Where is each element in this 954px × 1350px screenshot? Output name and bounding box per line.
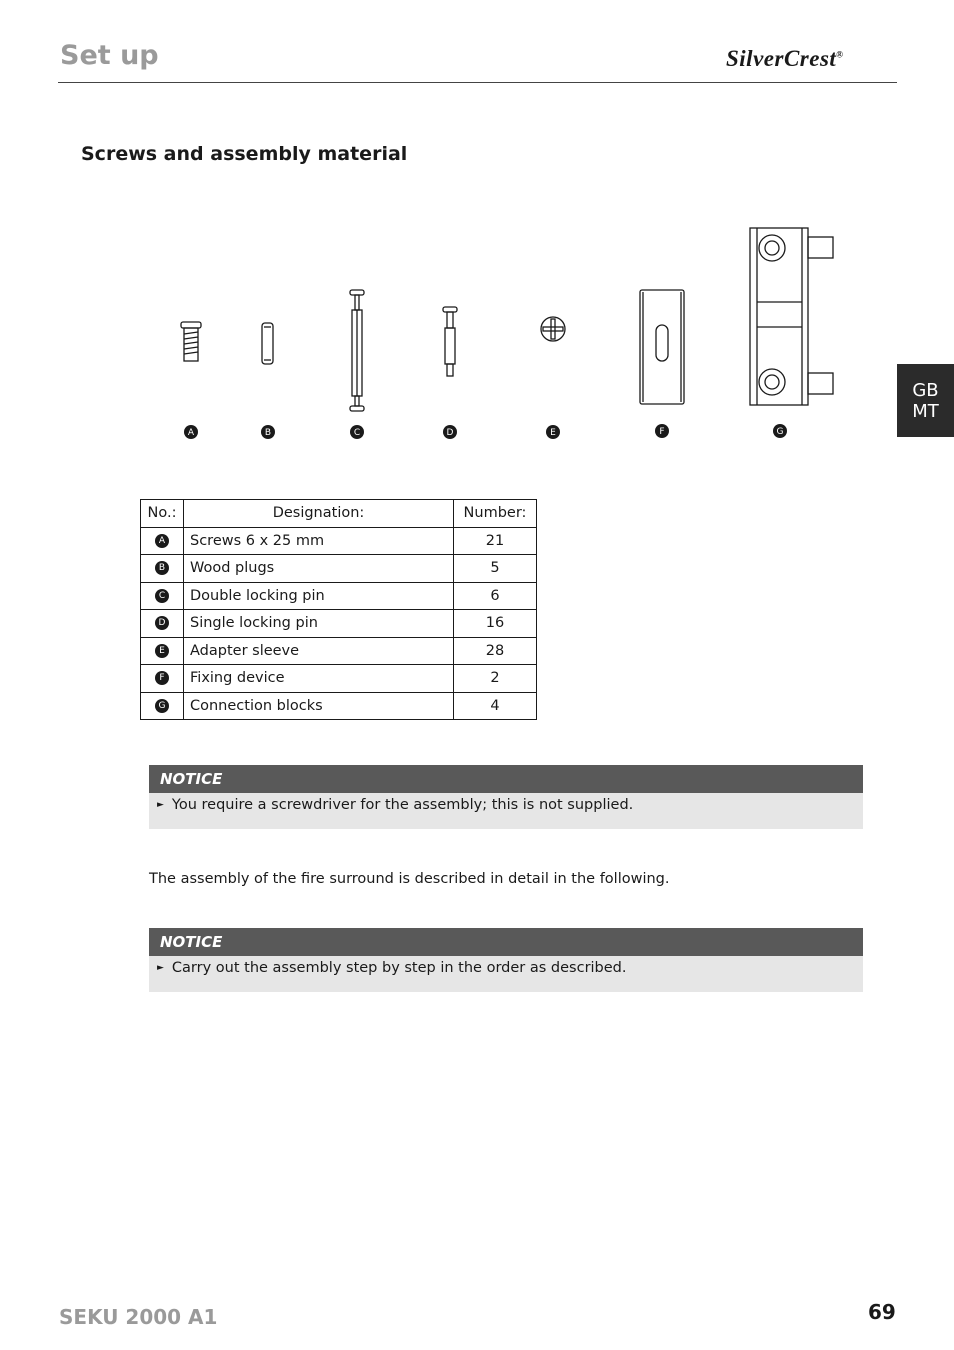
page-number: 69 — [868, 1300, 896, 1324]
row-designation: Screws 6 x 25 mm — [184, 527, 454, 555]
notice-text: You require a screwdriver for the assembly; this is not supplied. — [171, 797, 634, 813]
fixing-device-illustration — [640, 290, 684, 404]
connection-block-illustration — [750, 228, 833, 405]
part-label-d — [443, 425, 457, 439]
svg-text:F: F — [659, 427, 665, 437]
brand-logo — [726, 46, 844, 72]
notice-title: NOTICE — [149, 928, 863, 956]
single-locking-pin-illustration — [443, 307, 457, 376]
row-label-badge: D — [155, 616, 169, 630]
footer-model: SEKU 2000 A1 — [59, 1305, 218, 1329]
notice-box — [149, 765, 863, 829]
page-title: Set up — [60, 40, 159, 71]
header-designation: Designation: — [184, 500, 454, 528]
row-number: 28 — [454, 637, 537, 665]
svg-text:C: C — [353, 428, 361, 438]
part-label-f — [655, 424, 669, 438]
notice-text: Carry out the assembly step by step in the order as described. — [171, 960, 627, 976]
table-row — [141, 527, 537, 555]
row-label-badge: F — [155, 671, 169, 685]
row-designation: Connection blocks — [184, 692, 454, 720]
part-label-c — [350, 425, 364, 439]
parts-table — [140, 499, 537, 720]
bullet-arrow-icon: ► — [157, 800, 164, 810]
svg-text:E: E — [550, 428, 556, 438]
row-label-badge: A — [155, 534, 169, 548]
row-designation: Adapter sleeve — [184, 637, 454, 665]
row-label-badge: C — [155, 589, 169, 603]
row-designation: Wood plugs — [184, 555, 454, 583]
notice-box — [149, 928, 863, 992]
row-number: 16 — [454, 610, 537, 638]
part-label-a — [184, 425, 198, 439]
language-tab — [897, 364, 954, 437]
table-row — [141, 610, 537, 638]
row-label-badge: B — [155, 561, 169, 575]
brand-name: SilverCrest — [726, 46, 837, 71]
row-designation: Fixing device — [184, 665, 454, 693]
row-number: 6 — [454, 582, 537, 610]
wood-plug-illustration — [262, 323, 273, 364]
header-no: No.: — [141, 500, 184, 528]
header-divider — [58, 82, 897, 83]
table-row — [141, 665, 537, 693]
table-row — [141, 637, 537, 665]
row-number: 21 — [454, 527, 537, 555]
row-designation: Double locking pin — [184, 582, 454, 610]
svg-text:D: D — [446, 428, 454, 438]
notice-title: NOTICE — [149, 765, 863, 793]
row-number: 5 — [454, 555, 537, 583]
bullet-arrow-icon: ► — [157, 963, 164, 973]
language-code-2: MT — [912, 401, 939, 422]
language-code-1: GB — [912, 380, 939, 401]
adapter-sleeve-illustration — [541, 317, 565, 341]
row-number: 4 — [454, 692, 537, 720]
table-row — [141, 692, 537, 720]
row-label-badge: G — [155, 699, 169, 713]
part-label-g — [773, 424, 787, 438]
row-number: 2 — [454, 665, 537, 693]
screw-part-illustration — [181, 322, 201, 361]
part-label-e — [546, 425, 560, 439]
body-paragraph: The assembly of the fire surround is described in detail in the following. — [149, 871, 670, 887]
double-locking-pin-illustration — [350, 290, 364, 411]
part-label-b — [261, 425, 275, 439]
table-header-row — [141, 500, 537, 528]
section-heading: Screws and assembly material — [81, 143, 408, 165]
svg-text:B: B — [264, 428, 272, 438]
assembly-parts-illustration — [160, 220, 860, 450]
table-row — [141, 582, 537, 610]
row-designation: Single locking pin — [184, 610, 454, 638]
row-label-badge: E — [155, 644, 169, 658]
table-row — [141, 555, 537, 583]
header-number: Number: — [454, 500, 537, 528]
registered-mark: ® — [836, 49, 844, 60]
svg-text:G: G — [776, 427, 784, 437]
svg-text:A: A — [187, 428, 195, 438]
